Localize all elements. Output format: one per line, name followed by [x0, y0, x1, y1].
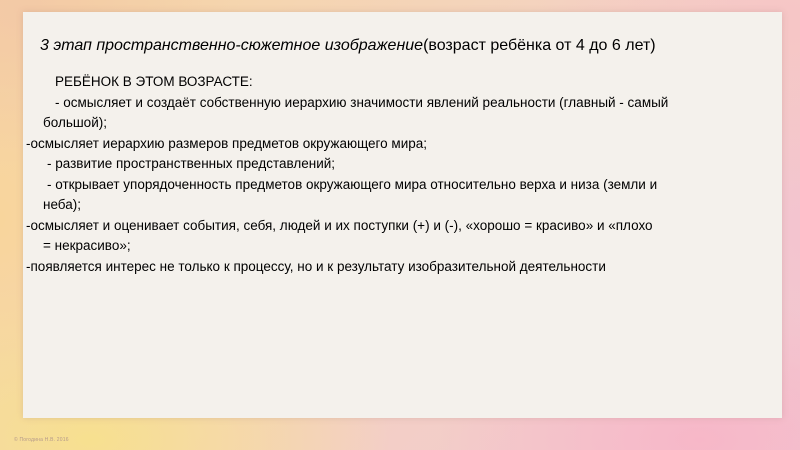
body-line: - открывает упорядоченность предметов окружающего мира относительно верха и низа (земли и: [47, 176, 658, 192]
body-line: - осмысляет и создаёт собственную иерархию значимости явлений реальности (главный - самый: [55, 94, 669, 110]
author-credit: © Погодина Н.В. 2016: [14, 437, 69, 443]
body-line: -появляется интерес не только к процессу, но и к результату изобразительной деятельности: [26, 258, 606, 274]
body-line: = некрасиво»;: [43, 238, 131, 253]
body-line: -осмысляет и оценивает события, себя, людей и их поступки (+) и (-), «хорошо = красиво» и «плохо: [26, 217, 653, 233]
body-line: неба);: [43, 197, 81, 212]
body-line: большой);: [43, 115, 107, 130]
body-line: - развитие пространственных представлений;: [47, 156, 336, 171]
title-stage: 3 этап пространственно-сюжетное изображение: [40, 37, 424, 54]
slide-title: [40, 36, 760, 56]
body-line: -осмысляет иерархию размеров предметов окружающего мира;: [26, 135, 428, 151]
section-heading: РЕБЁНОК В ЭТОМ ВОЗРАСТЕ:: [55, 74, 253, 89]
title-age: (возраст ребёнка от 4 до 6 лет): [423, 37, 656, 54]
slide-body: [26, 72, 766, 277]
